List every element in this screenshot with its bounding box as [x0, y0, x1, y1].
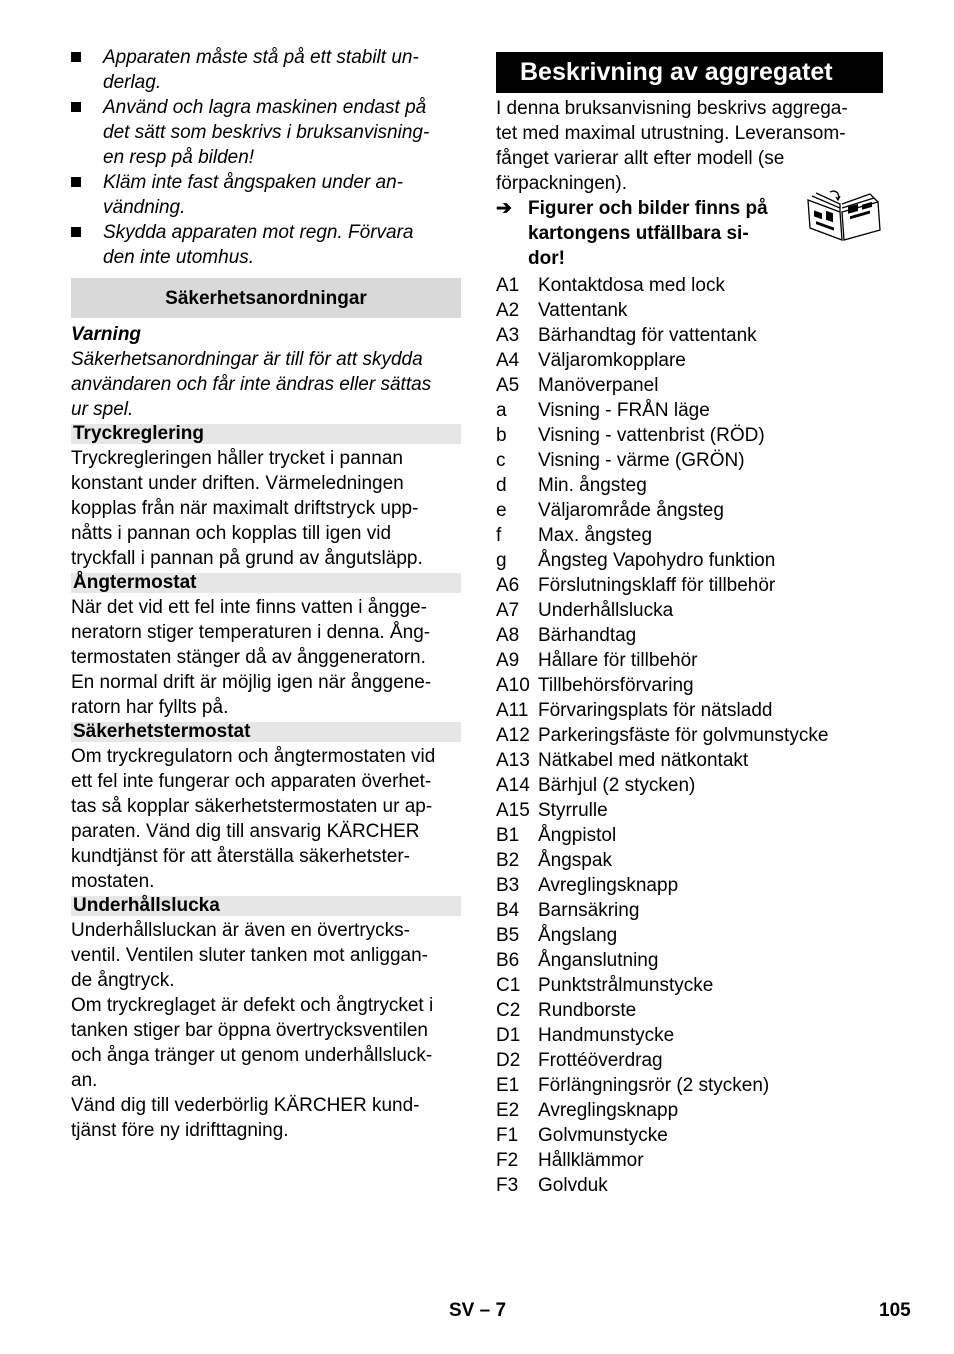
part-code: c [496, 450, 506, 471]
arrow-right-icon: ➔ [496, 198, 512, 219]
part-code: C1 [496, 975, 521, 996]
part-item [496, 1048, 886, 1073]
part-item [496, 1073, 886, 1098]
part-item [496, 348, 886, 373]
part-name: Ångspak [538, 850, 612, 871]
part-item [496, 923, 886, 948]
part-name: Manöverpanel [538, 375, 659, 396]
note-block [496, 196, 886, 271]
part-code: A6 [496, 575, 520, 596]
part-item [496, 1098, 886, 1123]
part-code: B6 [496, 950, 520, 971]
part-name: Golvduk [538, 1175, 608, 1196]
part-item [496, 398, 886, 423]
paragraph: Underhållsluckan är även en övertrycks- ventil. Ventilen sluter tanken mot anliggan- de ångtryck. [71, 920, 428, 991]
part-code: e [496, 500, 507, 521]
part-code: b [496, 425, 507, 446]
part-code: E1 [496, 1075, 520, 1096]
part-name: Frottéöverdrag [538, 1050, 663, 1071]
part-code: A5 [496, 375, 520, 396]
part-name: Golvmunstycke [538, 1125, 668, 1146]
open-book-icon [802, 190, 884, 242]
part-name: Vattentank [538, 300, 628, 321]
part-name: Väljaromkopplare [538, 350, 686, 371]
part-item [496, 973, 886, 998]
bullet-list [71, 45, 461, 270]
part-code: d [496, 475, 507, 496]
part-name: Bärhjul (2 stycken) [538, 775, 696, 796]
part-code: B1 [496, 825, 520, 846]
right-column [496, 45, 886, 1198]
bullet-item [71, 220, 461, 270]
description-heading: Beskrivning av aggregatet [496, 52, 883, 93]
part-name: Min. ångsteg [538, 475, 647, 496]
bullet-text: Skydda apparaten mot regn. Förvara den inte utomhus. [103, 222, 414, 268]
part-code: A3 [496, 325, 520, 346]
part-item [496, 373, 886, 398]
bullet-square-icon [71, 52, 81, 62]
part-name: Styrrulle [538, 800, 608, 821]
part-code: B5 [496, 925, 520, 946]
part-code: g [496, 550, 507, 571]
part-item [496, 623, 886, 648]
part-item [496, 723, 886, 748]
part-code: B4 [496, 900, 520, 921]
part-name: Punktstrålmunstycke [538, 975, 714, 996]
parts-list [496, 273, 886, 1198]
part-name: Nätkabel med nätkontakt [538, 750, 749, 771]
bullet-text: Apparaten måste stå på ett stabilt un- derlag. [103, 47, 419, 93]
part-code: B3 [496, 875, 520, 896]
part-item [496, 873, 886, 898]
part-code: A4 [496, 350, 520, 371]
part-code: F2 [496, 1150, 519, 1171]
left-column [71, 45, 461, 1143]
part-name: Avreglingsknapp [538, 1100, 679, 1121]
part-item [496, 848, 886, 873]
part-name: Max. ångsteg [538, 525, 653, 546]
bullet-square-icon [71, 102, 81, 112]
part-name: Tillbehörsförvaring [538, 675, 694, 696]
part-item [496, 473, 886, 498]
part-item [496, 298, 886, 323]
part-item [496, 548, 886, 573]
subsection-heading-angtermostat: Ångtermostat [71, 573, 461, 593]
part-code: A13 [496, 750, 530, 771]
part-code: F1 [496, 1125, 519, 1146]
part-item [496, 998, 886, 1023]
part-code: a [496, 400, 507, 421]
part-name: Visning - FRÅN läge [538, 400, 710, 421]
paragraph: Tryckregleringen håller trycket i pannan konstant under driften. Värmeledningen kopplas från när maximalt driftstryck upp- nåtts i pannan och kopplas till igen vid tryckfall i pannan på grund av ångutsläpp. [71, 448, 423, 569]
bullet-square-icon [71, 177, 81, 187]
part-name: Underhållslucka [538, 600, 674, 621]
part-code: A7 [496, 600, 520, 621]
part-name: Förvaringsplats för nätsladd [538, 700, 773, 721]
part-item [496, 1148, 886, 1173]
footer-section-label: SV – 7 [449, 1300, 507, 1321]
part-item [496, 423, 886, 448]
part-code: C2 [496, 1000, 521, 1021]
part-item [496, 948, 886, 973]
part-name: Handmunstycke [538, 1025, 675, 1046]
part-name: Förlängningsrör (2 stycken) [538, 1075, 770, 1096]
part-code: A8 [496, 625, 520, 646]
part-item [496, 698, 886, 723]
bullet-item [71, 170, 461, 220]
subsection-heading-tryckreglering: Tryckreglering [71, 424, 461, 444]
part-name: Bärhandtag för vattentank [538, 325, 757, 346]
bullet-text: Kläm inte fast ångspaken under an- vändning. [103, 172, 403, 218]
part-code: A2 [496, 300, 520, 321]
part-name: Visning - värme (GRÖN) [538, 450, 745, 471]
part-code: A1 [496, 275, 520, 296]
bullet-item [71, 95, 461, 170]
part-name: Rundborste [538, 1000, 637, 1021]
part-item [496, 898, 886, 923]
part-code: A12 [496, 725, 530, 746]
part-name: Hållare för tillbehör [538, 650, 698, 671]
paragraph: Om tryckreglaget är defekt och ångtrycket i tanken stiger bar öppna övertrycksventilen och ånga tränger ut genom underhållsluck- an. [71, 995, 434, 1091]
part-name: Ånganslutning [538, 950, 659, 971]
part-item [496, 748, 886, 773]
part-name: Hållklämmor [538, 1150, 644, 1171]
bullet-item [71, 45, 461, 95]
part-name: Väljarområde ångsteg [538, 500, 724, 521]
part-item [496, 448, 886, 473]
part-item [496, 1123, 886, 1148]
bullet-text: Använd och lagra maskinen endast på det sätt som beskrivs i bruksanvisning- en resp på bilden! [103, 97, 430, 168]
paragraph: När det vid ett fel inte finns vatten i ångge- neratorn stiger temperaturen i denna. Ång- termostaten stänger då av ånggeneratorn. En normal drift är möjlig igen när ånggene- ratorn har fyllts på. [71, 597, 432, 718]
part-code: F3 [496, 1175, 519, 1196]
part-code: A9 [496, 650, 520, 671]
part-code: B2 [496, 850, 520, 871]
page-number: 105 [879, 1300, 911, 1321]
note-text: Figurer och bilder finns på kartongens utfällbara si- dor! [528, 198, 768, 269]
part-item [496, 498, 886, 523]
part-name: Barnsäkring [538, 900, 640, 921]
part-item [496, 823, 886, 848]
part-item [496, 773, 886, 798]
part-name: Förslutningsklaff för tillbehör [538, 575, 776, 596]
paragraph: Om tryckregulatorn och ångtermostaten vid ett fel inte fungerar och apparaten överhet- tas så kopplar säkerhetstermostaten ur ap- paraten. Vänd dig till ansvarig KÄRCHER kundtjänst för att återställa säkerhetster- mostaten. [71, 746, 436, 892]
part-name: Ångpistol [538, 825, 617, 846]
subsection-heading-sakerhetstermostat: Säkerhetstermostat [71, 722, 461, 742]
part-name: Bärhandtag [538, 625, 637, 646]
part-name: Parkeringsfäste för golvmunstycke [538, 725, 829, 746]
part-code: f [496, 525, 502, 546]
paragraph: Vänd dig till vederbörlig KÄRCHER kund- tjänst före ny idrifttagning. [71, 1095, 420, 1141]
part-code: D1 [496, 1025, 521, 1046]
part-code: A14 [496, 775, 530, 796]
part-item [496, 523, 886, 548]
part-item [496, 1023, 886, 1048]
safety-section-heading: Säkerhetsanordningar [71, 278, 461, 318]
part-name: Ångsteg Vapohydro funktion [538, 550, 776, 571]
part-item [496, 648, 886, 673]
part-item [496, 273, 886, 298]
part-item [496, 798, 886, 823]
part-code: A10 [496, 675, 530, 696]
part-code: A11 [496, 700, 529, 721]
warning-text: Säkerhetsanordningar är till för att skydda användaren och får inte ändras eller sättas ur spel. [71, 349, 432, 420]
part-name: Avreglingsknapp [538, 875, 679, 896]
part-name: Kontaktdosa med lock [538, 275, 725, 296]
part-name: Ångslang [538, 925, 618, 946]
part-code: D2 [496, 1050, 521, 1071]
subsection-heading-underhallslucka: Underhållslucka [71, 896, 461, 916]
warning-label: Varning [71, 324, 142, 345]
part-item [496, 573, 886, 598]
part-item [496, 1173, 886, 1198]
bullet-square-icon [71, 227, 81, 237]
part-item [496, 598, 886, 623]
part-item [496, 323, 886, 348]
part-code: E2 [496, 1100, 520, 1121]
description-intro: I denna bruksanvisning beskrivs aggrega- tet med maximal utrustning. Leveransom- fånget varierar allt efter modell (se förpackningen). [496, 98, 848, 194]
part-name: Visning - vattenbrist (RÖD) [538, 425, 765, 446]
part-code: A15 [496, 800, 530, 821]
part-item [496, 673, 886, 698]
